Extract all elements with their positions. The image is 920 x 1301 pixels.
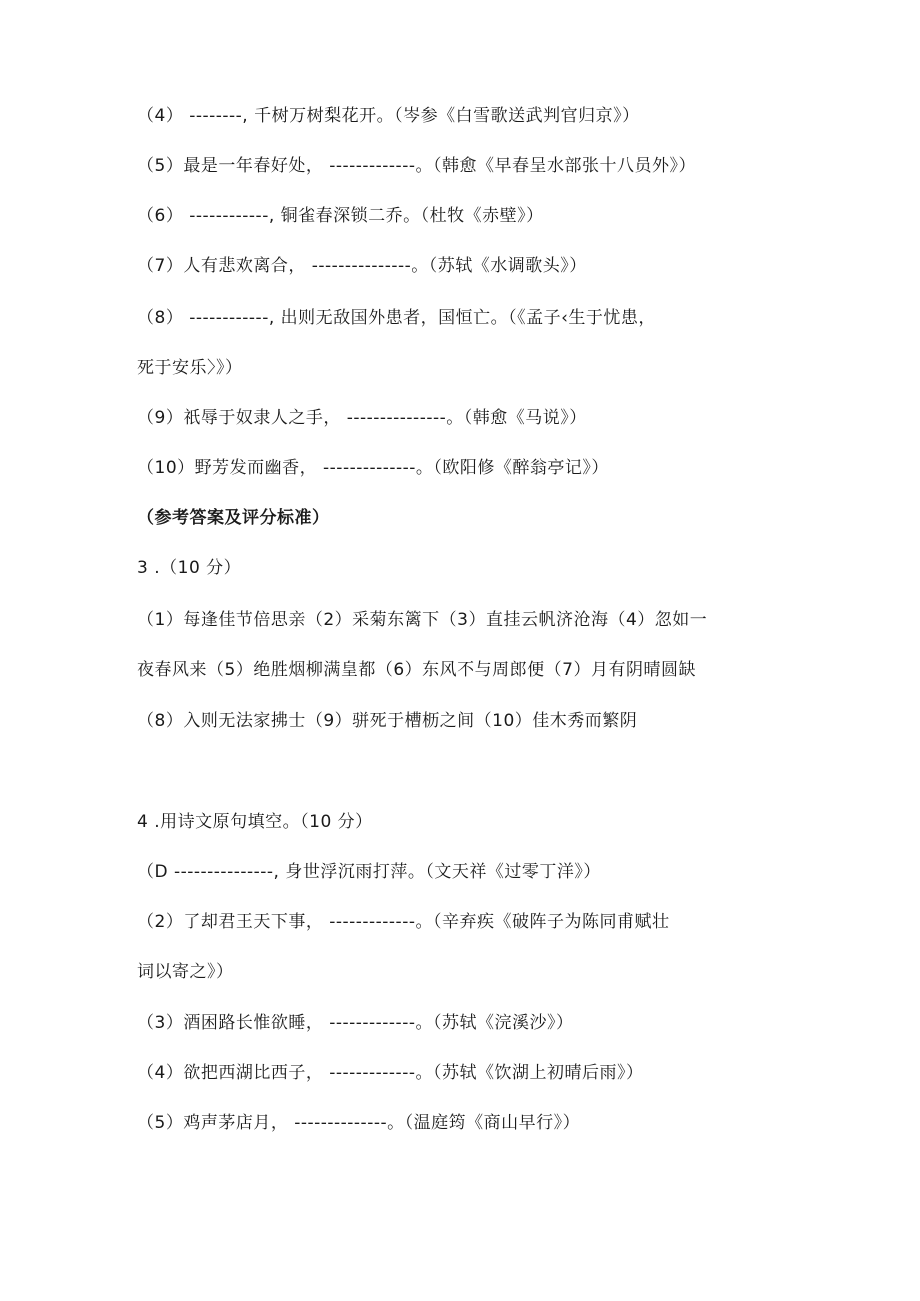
- answers-line-2: 夜春风来（5）绝胜烟柳满皇都（6）东风不与周郎便（7）月有阴晴圆缺: [137, 660, 696, 680]
- question-line-9: （9）祇辱于奴隶人之手， ---------------。（韩愈《马说》）: [137, 408, 587, 428]
- question-line-6: （6） ------------, 铜雀春深锁二乔。（杜牧《赤壁》）: [137, 206, 544, 226]
- answers-line-3: （8）入则无法家拂士（9）骈死于槽枥之间（10）佳木秀而繁阴: [137, 711, 638, 731]
- question-4-2-continued: 词以寄之》）: [137, 962, 234, 982]
- question-4-3: （3）酒困路长惟欲睡， -------------。（苏轼《浣溪沙》）: [137, 1013, 574, 1033]
- question-line-7: （7）人有悲欢离合， ---------------。（苏轼《水调歌头》）: [137, 256, 587, 276]
- section-4-heading: 4 .用诗文原句填空。（10 分）: [137, 812, 373, 832]
- question-line-8-continued: 死于安乐〉》）: [137, 358, 243, 378]
- question-4-4: （4）欲把西湖比西子， -------------。（苏轼《饮湖上初晴后雨》）: [137, 1063, 644, 1083]
- answer-key-heading: （参考答案及评分标准）: [137, 508, 330, 528]
- question-4-2: （2）了却君王天下事， -------------。（辛弃疾《破阵子为陈同甫赋壮: [137, 912, 670, 932]
- question-4-5: （5）鸡声茅店月， --------------。（温庭筠《商山早行》）: [137, 1113, 581, 1133]
- answers-line-1: （1）每逢佳节倍思亲（2）采菊东篱下（3）直挂云帆济沧海（4）忽如一: [137, 610, 708, 630]
- question-line-4: （4） --------, 千树万树梨花开。（岑参《白雪歌送武判官归京》）: [137, 106, 640, 126]
- section-3-heading: 3 .（10 分）: [137, 558, 242, 578]
- question-line-8: （8） ------------, 出则无敌国外患者，国恒亡。（《孟子‹生于忧患，: [137, 308, 656, 328]
- question-line-5: （5）最是一年春好处， -------------。（韩愈《早春呈水部张十八员外》）: [137, 156, 696, 176]
- question-4-1: （D ---------------, 身世浮沉雨打萍。（文天祥《过零丁洋》）: [137, 862, 601, 882]
- question-line-10: （10）野芳发而幽香， --------------。（欧阳修《醉翁亭记》）: [137, 458, 609, 478]
